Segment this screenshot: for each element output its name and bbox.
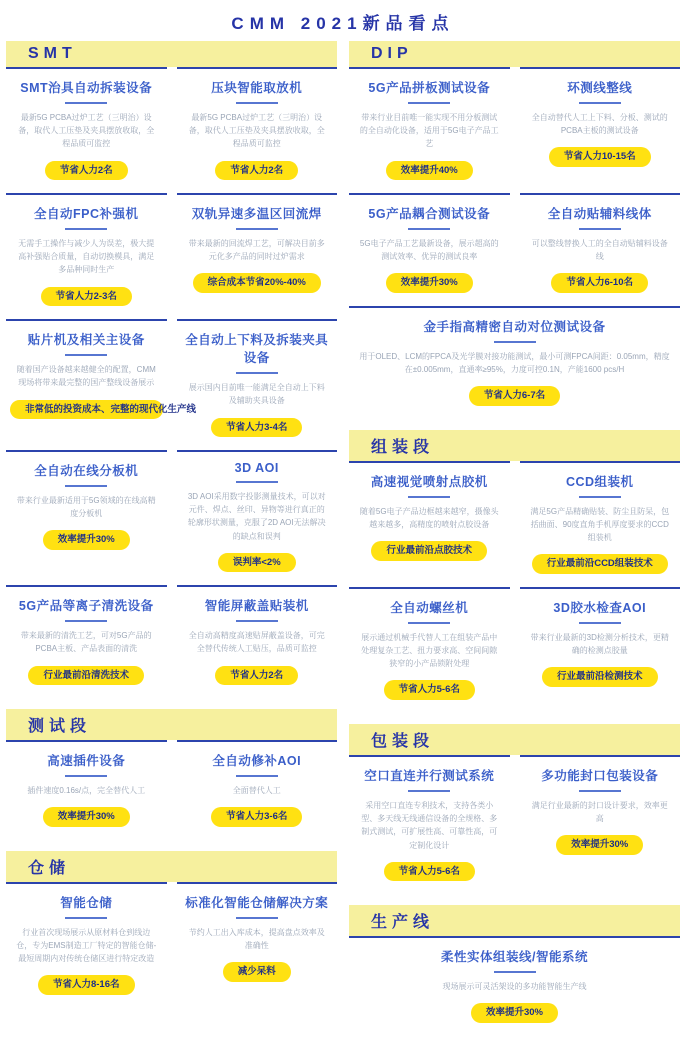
card-title: 多功能封口包装设备 — [541, 768, 659, 783]
page-title: CMM 2021新品看点 — [231, 14, 455, 33]
card-description: 带来行业最新的3D检测分析技术，更精确的检测点胶量 — [530, 632, 669, 656]
card-description: 最新5G PCBA过炉工艺（三明治）设备，取代人工压垫及夹具摆放收取，全程品质可监控 — [18, 113, 155, 149]
title-underline-divider — [579, 622, 621, 624]
card-title: SMT治具自动拆装设备 — [20, 81, 153, 95]
card-title: 标准化智能仓储解决方案 — [185, 895, 329, 910]
title-underline-divider — [408, 228, 450, 230]
title-underline-divider — [236, 481, 278, 483]
card — [349, 67, 510, 193]
card — [520, 461, 681, 587]
title-underline-divider — [236, 102, 278, 104]
card — [177, 67, 338, 193]
title-underline-divider — [65, 485, 107, 487]
card-description: 带来最新的回流焊工艺，可解决目前多元化多产品的同时过炉需求 — [188, 239, 325, 262]
card — [6, 585, 167, 698]
benefit-badge: 节省人力2名 — [215, 161, 298, 181]
card — [349, 936, 680, 1036]
benefit-badge: 节省人力5-6名 — [384, 680, 475, 700]
title-underline-divider — [236, 775, 278, 777]
card-row — [349, 461, 680, 587]
title-underline-divider — [579, 790, 621, 792]
card — [520, 67, 681, 193]
card — [6, 740, 167, 840]
card-title: 全自动螺丝机 — [390, 600, 469, 615]
title-underline-divider — [579, 228, 621, 230]
card-description: 可以整线替换人工的全自动贴辅料设备线 — [531, 239, 668, 262]
title-underline-divider — [408, 496, 450, 498]
benefit-badge: 行业最前沿CCD组装技术 — [532, 554, 668, 574]
card — [349, 755, 510, 894]
benefit-badge: 效率提升30% — [43, 807, 130, 827]
card-title: 环测线整线 — [567, 81, 633, 95]
section-header-assembly: 组装段 — [349, 430, 680, 461]
title-underline-divider — [236, 917, 278, 919]
title-underline-divider — [65, 102, 107, 104]
card — [177, 882, 338, 1008]
title-underline-divider — [65, 775, 107, 777]
column-left — [6, 41, 337, 1047]
title-underline-divider — [408, 102, 450, 104]
benefit-badge: 效率提升30% — [386, 273, 473, 293]
card-description: 带来行业目前唯一能实现不用分板测试的全自动化设备，适用于5G电子产品工艺 — [359, 113, 499, 149]
card-description: 展示通过机械手代替人工在组装产品中处理复杂工艺、扭力要求高、空间间隙狭窄的小产品锁附处理 — [361, 632, 498, 669]
benefit-badge: 综合成本节省20%-40% — [193, 273, 321, 293]
benefit-badge: 节省人力8-16名 — [38, 975, 135, 995]
title-underline-divider — [494, 341, 536, 343]
card — [6, 450, 167, 585]
title-underline-divider — [408, 622, 450, 624]
section-assembly — [349, 430, 680, 713]
card-description: 满足行业最新的封口设计要求，效率更高 — [531, 800, 668, 824]
card-title: 全自动修补AOI — [212, 754, 302, 769]
card — [177, 193, 338, 319]
title-underline-divider — [65, 228, 107, 230]
card-title: 金手指高精密自动对位测试设备 — [423, 319, 606, 334]
card-row — [349, 67, 680, 193]
title-underline-divider — [65, 620, 107, 622]
card-title: 高速插件设备 — [47, 754, 126, 769]
card-description: 最新5G PCBA过炉工艺（三明治）设备，取代人工压垫及夹具摆放收取，全程品质可监控 — [188, 113, 325, 149]
card — [520, 193, 681, 306]
section-smt — [6, 41, 337, 698]
card-title: 5G产品拼板测试设备 — [368, 81, 491, 95]
card — [520, 755, 681, 894]
section-test — [6, 709, 337, 840]
benefit-badge: 节省人力10-15名 — [549, 147, 651, 167]
section-production-line — [349, 905, 680, 1036]
card — [349, 306, 680, 419]
benefit-badge: 非常低的投资成本、完整的现代化生产线 — [10, 400, 163, 420]
section-dip — [349, 41, 680, 419]
benefit-badge: 效率提升30% — [556, 835, 643, 855]
card — [6, 193, 167, 319]
section-header-dip: DIP — [349, 41, 680, 67]
card — [349, 193, 510, 306]
benefit-badge: 误判率<2% — [218, 553, 296, 573]
card-row — [6, 67, 337, 193]
card — [6, 882, 167, 1008]
card — [177, 450, 338, 585]
section-packaging — [349, 724, 680, 894]
title-underline-divider — [236, 372, 278, 374]
title-underline-divider — [579, 102, 621, 104]
card-description: 5G电子产品工艺最新设备，展示超高的测试效率、优异的测试良率 — [359, 239, 499, 262]
section-header-smt: SMT — [6, 41, 337, 67]
benefit-badge: 效率提升40% — [386, 161, 473, 181]
card — [349, 461, 510, 587]
title-underline-divider — [65, 354, 107, 356]
card-row — [6, 319, 337, 450]
title-underline-divider — [65, 917, 107, 919]
card-description: 展示国内目前唯一能满足全自动上下料及辅助夹具设备 — [188, 383, 325, 406]
benefit-badge: 节省人力6-7名 — [469, 386, 560, 406]
card-description: 随着5G电子产品边框越来越窄，摄像头越来越多，高精度的喷射点胶设备 — [359, 506, 499, 529]
benefit-badge: 节省人力2-3名 — [41, 287, 132, 307]
card-description: 全自动高精度高速贴屏蔽盖设备，可完全替代传统人工贴压，品质可监控 — [188, 631, 325, 654]
benefit-badge: 节省人力3-6名 — [211, 807, 302, 827]
benefit-badge: 节省人力3-4名 — [211, 418, 302, 438]
card-description: 插件速度0.16s/点，完全替代人工 — [27, 786, 146, 796]
card-description: 3D AOI采用数字投影测量技术，可以对元件、焊点、丝印、异物等进行真正的轮廓形状测量，克服了2D AOI无法解决的缺点和误判 — [187, 492, 326, 541]
card-description: 随着国产设备越来越健全的配置，CMM现场将带来最完整的国产整线设备展示 — [16, 365, 156, 388]
column-right — [349, 41, 680, 1047]
card-title: 空口直连并行测试系统 — [364, 768, 495, 783]
card-row — [6, 740, 337, 840]
section-header-warehouse: 仓储 — [6, 851, 337, 882]
card-description: 全自动替代人工上下料、分板、测试的PCBA主板的测试设备 — [531, 113, 668, 136]
card-row — [6, 882, 337, 1008]
card-row — [349, 755, 680, 894]
card-row — [349, 587, 680, 713]
card-description: 采用空口直连专利技术，支持各类小型、多天线无线通信设备的全规格、多制式测试，可扩展性高、可靠性高，可定制化设计 — [361, 800, 498, 850]
title-underline-divider — [236, 228, 278, 230]
card-description: 带来最新的清洗工艺，可对5G产品的PCBA主板、产品表面的清洗 — [20, 631, 152, 654]
card-title: 智能仓储 — [60, 895, 113, 910]
card — [6, 319, 197, 450]
card-description: 满足5G产品精确贴装、防尘且防呆，包括曲面、90度直角手机厚度要求的CCD组装机 — [530, 506, 670, 543]
card-title: 柔性实体组装线/智能系统 — [441, 950, 588, 965]
card-title: 全自动在线分板机 — [34, 464, 139, 478]
card-title: 全自动贴辅料线体 — [547, 207, 652, 222]
card-title: 全自动上下料及拆装夹具设备 — [185, 333, 329, 366]
benefit-badge: 节省人力6-10名 — [551, 273, 648, 293]
card-title: 3D AOI — [234, 461, 279, 475]
card-row — [6, 450, 337, 585]
section-header-packaging: 包装段 — [349, 724, 680, 755]
card-row — [349, 193, 680, 306]
card-description: 行业首次现场展示从原材料仓到线边仓，专为EMS制造工厂特定的智能仓储-最短周期内对传统仓储区进行特定改造 — [16, 927, 157, 964]
benefit-badge: 节省人力2名 — [215, 666, 298, 686]
card-description: 用于OLED、LCM的FPCA及光学膜对接功能测试，最小可测FPCA间距：0.05mm，精度在±0.005mm，直通率≥95%，力度可控0.1N，产能1600 pcs/H — [359, 351, 670, 375]
card-row — [6, 585, 337, 698]
card-title: 双轨异速多温区回流焊 — [191, 207, 322, 222]
card-title: 贴片机及相关主设备 — [27, 333, 145, 348]
card-title: 5G产品耦合测试设备 — [368, 207, 491, 222]
section-header-production-line: 生产线 — [349, 905, 680, 936]
card — [349, 587, 510, 713]
card-description: 无需手工操作与减少人为误差，极大提高补强贴合质量，自动切换模具，满足多品种同时生产 — [18, 239, 155, 275]
benefit-badge: 节省人力2名 — [45, 161, 128, 181]
benefit-badge: 行业最前沿点胶技术 — [371, 541, 487, 561]
card-title: 压块智能取放机 — [211, 81, 303, 95]
benefit-badge: 减少呆料 — [223, 962, 291, 982]
section-header-test: 测试段 — [6, 709, 337, 740]
card-description: 带来行业最新适用于5G领域的在线高精度分板机 — [16, 496, 156, 519]
card — [177, 585, 338, 698]
columns-wrap — [0, 41, 686, 1047]
card — [520, 587, 681, 713]
card-title: 高速视觉喷射点胶机 — [370, 474, 488, 489]
benefit-badge: 行业最前沿检测技术 — [542, 667, 658, 687]
card — [177, 319, 338, 450]
card-row — [349, 306, 680, 419]
card-title: 全自动FPC补强机 — [33, 207, 139, 222]
title-underline-divider — [408, 790, 450, 792]
benefit-badge: 效率提升30% — [471, 1003, 558, 1023]
title-underline-divider — [494, 971, 536, 973]
benefit-badge: 行业最前沿清洗技术 — [28, 666, 144, 686]
card-description: 现场展示可灵活架设的多功能智能生产线 — [442, 982, 587, 992]
card-title: CCD组装机 — [565, 474, 634, 489]
card-title: 智能屏蔽盖贴装机 — [204, 599, 309, 614]
section-warehouse — [6, 851, 337, 1008]
card-description: 全面替代人工 — [232, 786, 281, 796]
card — [177, 740, 338, 840]
card-title: 5G产品等离子清洗设备 — [18, 599, 154, 614]
benefit-badge: 效率提升30% — [43, 530, 130, 550]
card-description: 节约人工出入库成本，提高盘点效率及准确性 — [188, 927, 325, 950]
card-title: 3D胶水检查AOI — [553, 600, 647, 615]
title-underline-divider — [579, 496, 621, 498]
title-underline-divider — [236, 620, 278, 622]
card-row — [349, 936, 680, 1036]
card-row — [6, 193, 337, 319]
benefit-badge: 节省人力5-6名 — [384, 862, 475, 882]
card — [6, 67, 167, 193]
